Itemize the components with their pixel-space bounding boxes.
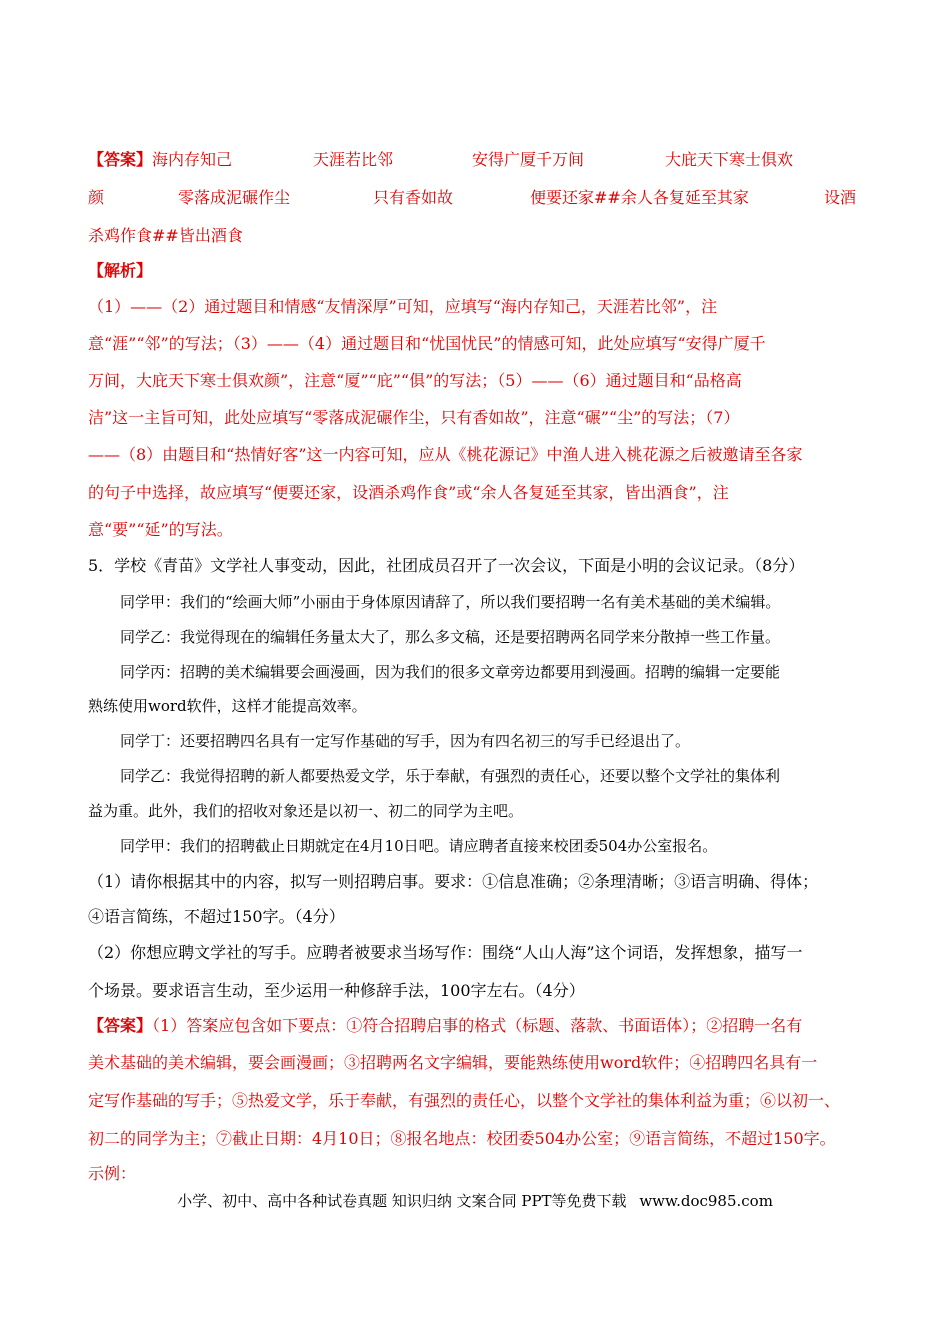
answer-item: 设酒 xyxy=(824,188,857,207)
analysis-line: 万间，大庇天下寒士俱欢颜”，注意“厦”“庇”“俱”的写法；（5）——（6）通过题目和“品格高 xyxy=(88,371,742,390)
answer-tag: 【答案】 xyxy=(88,150,153,169)
answer-line: 定写作基础的写手；⑤热爱文学，乐于奉献，有强烈的责任心，以整个文学社的集体利益为重；⑥以初一、 xyxy=(88,1091,841,1110)
answer-item: 海内存知己 xyxy=(152,150,233,169)
analysis-line: 洁”这一主旨可知，此处应填写“零落成泥碾作尘，只有香如故”，注意“碾”“尘”的写法；（7） xyxy=(88,408,740,427)
dialogue-line: 同学丙：招聘的美术编辑要会画漫画，因为我们的很多文章旁边都要用到漫画。招聘的编辑一定要能 xyxy=(120,663,781,681)
analysis-line: 的句子中选择，故应填写“便要还家，设酒杀鸡作食”或“余人各复延至其家，皆出酒食”，注 xyxy=(88,483,729,502)
subquestion-line: （1）请你根据其中的内容，拟写一则招聘启事。要求：①信息准确；②条理清晰；③语言明确、得体； xyxy=(88,872,819,891)
subquestion-line: 个场景。要求语言生动，至少运用一种修辞手法，100字左右。（4分） xyxy=(88,981,585,1000)
answer-tag: 【答案】 xyxy=(88,1016,153,1035)
analysis-line: 意“要”“延”的写法。 xyxy=(88,520,233,539)
dialogue-line: 熟练使用word软件，这样才能提高效率。 xyxy=(88,697,367,715)
answer-line: 示例： xyxy=(88,1164,137,1183)
footer-text: 小学、初中、高中各种试卷真题 知识归纳 文案合同 PPT等免费下载 xyxy=(177,1192,627,1210)
analysis-line: ——（8）由题目和“热情好客”这一内容可知，应从《桃花源记》中渔人进入桃花源之后被邀请至各家 xyxy=(88,445,803,464)
dialogue-line: 益为重。此外，我们的招收对象还是以初一、初二的同学为主吧。 xyxy=(88,802,524,820)
footer-link[interactable]: www.doc985.com xyxy=(639,1192,773,1210)
answer-line: 美术基础的美术编辑，要会画漫画；③招聘两名文字编辑，要能熟练使用word软件；④招聘四名具有一 xyxy=(88,1053,818,1072)
answer-item: 颜 xyxy=(88,188,105,207)
question-stem: 5．学校《青苗》文学社人事变动，因此，社团成员召开了一次会议，下面是小明的会议记录。（8分） xyxy=(88,556,805,575)
subquestion-line: （2）你想应聘文学社的写手。应聘者被要求当场写作：围绕“人山人海”这个词语，发挥想象，描写一 xyxy=(88,943,803,962)
page-footer xyxy=(0,1190,950,1211)
dialogue-line: 同学丁：还要招聘四名具有一定写作基础的写手，因为有四名初三的写手已经退出了。 xyxy=(120,732,691,750)
answer-text: （1）答案应包含如下要点：①符合招聘启事的格式（标题、落款、书面语体）；②招聘一名有 xyxy=(152,1016,803,1035)
answer-first-line xyxy=(88,1014,802,1038)
answer-item: 便要还家##余人各复延至其家 xyxy=(530,188,749,207)
answer-item: 大庇天下寒士俱欢 xyxy=(665,150,794,169)
answer-item: 天涯若比邻 xyxy=(313,150,394,169)
analysis-line: 意“涯”“邻”的写法；（3）——（4）通过题目和“忧国忧民”的情感可知，此处应填写“安得广厦千 xyxy=(88,334,766,353)
answer-item: 安得广厦千万间 xyxy=(472,150,585,169)
answer-item: 零落成泥碾作尘 xyxy=(178,188,291,207)
answer-item: 杀鸡作食##皆出酒食 xyxy=(88,226,243,245)
answer-item: 只有香如故 xyxy=(373,188,454,207)
dialogue-line: 同学乙：我觉得招聘的新人都要热爱文学，乐于奉献，有强烈的责任心，还要以整个文学社的集体利 xyxy=(120,767,781,785)
analysis-tag: 【解析】 xyxy=(88,261,153,280)
dialogue-line: 同学甲：我们的“绘画大师”小丽由于身体原因请辞了，所以我们要招聘一名有美术基础的美术编辑。 xyxy=(120,593,781,611)
analysis-line: （1）——（2）通过题目和情感“友情深厚”可知，应填写“海内存知己，天涯若比邻”，注 xyxy=(88,297,718,316)
answer-line: 初二的同学为主；⑦截止日期：4月10日；⑧报名地点：校团委504办公室；⑨语言简练，不超过150字。 xyxy=(88,1129,836,1148)
dialogue-line: 同学乙：我觉得现在的编辑任务量太大了，那么多文稿，还是要招聘两名同学来分散掉一些工作量。 xyxy=(120,628,781,646)
dialogue-line: 同学甲：我们的招聘截止日期就定在4月10日吧。请应聘者直接来校团委504办公室报名。 xyxy=(120,837,718,855)
subquestion-line: ④语言简练，不超过150字。（4分） xyxy=(88,907,345,926)
